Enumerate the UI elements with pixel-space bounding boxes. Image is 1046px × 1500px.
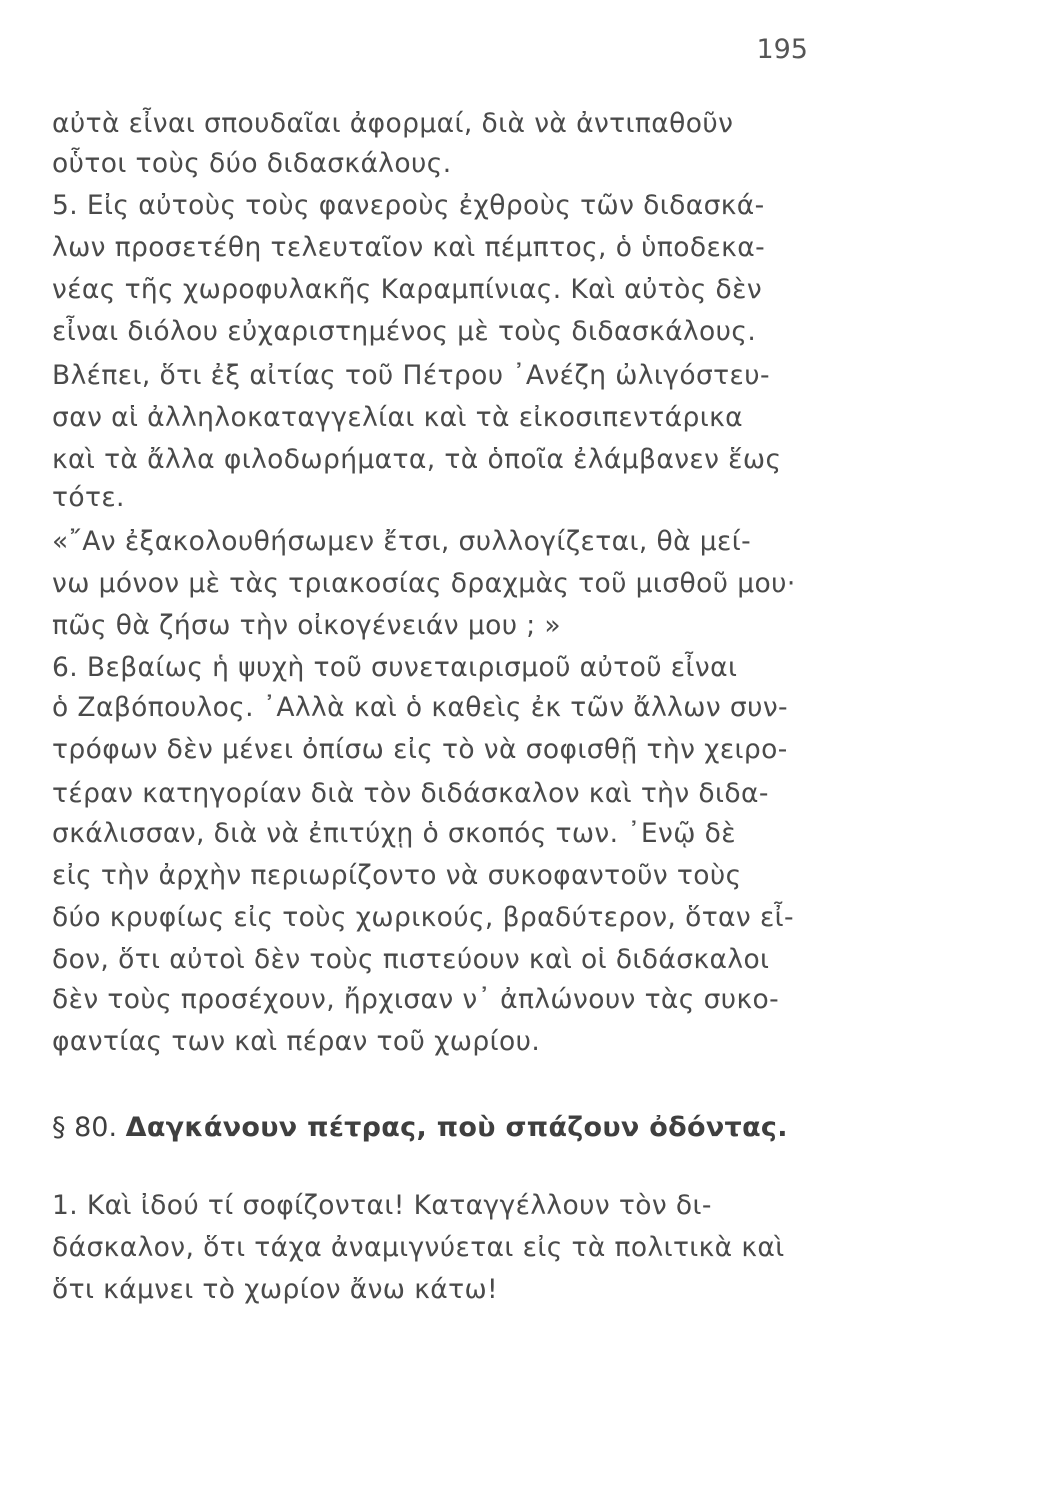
text-line: δάσκαλον, ὅτι τάχα ἀναμιγνύεται εἰς τὰ πολιτικὰ καὶ: [52, 1232, 785, 1263]
text-line: δύο κρυφίως εἰς τοὺς χωρικούς, βραδύτερον, ὅταν εἶ-: [52, 902, 794, 933]
text-line: ὅτι κάμνει τὸ χωρίον ἄνω κάτω!: [52, 1274, 499, 1305]
text-line: ὁ Ζαβόπουλος. ᾿Αλλὰ καὶ ὁ καθεὶς ἐκ τῶν ἄλλων συν-: [52, 692, 788, 723]
text-line: τότε.: [52, 482, 125, 513]
text-line: τρόφων δὲν μένει ὀπίσω εἰς τὸ νὰ σοφισθῇ τὴν χειρο-: [52, 734, 788, 765]
text-line: σκάλισσαν, διὰ νὰ ἐπιτύχῃ ὁ σκοπός των. ᾿Ενῷ δὲ: [52, 818, 737, 849]
text-line: λων προσετέθη τελευταῖον καὶ πέμπτος, ὁ ὑποδεκα-: [52, 232, 766, 263]
text-line: νω μόνον μὲ τὰς τριακοσίας δραχμὰς τοῦ μισθοῦ μου·: [52, 568, 796, 599]
text-line: Βλέπει, ὅτι ἐξ αἰτίας τοῦ Πέτρου ᾿Ανέζη ὠλιγόστευ-: [52, 360, 770, 391]
text-line: «῎Αν ἐξακολουθήσωμεν ἔτσι, συλλογίζεται, θὰ μεί-: [52, 526, 752, 557]
text-line: καὶ τὰ ἄλλα φιλοδωρήματα, τὰ ὁποῖα ἐλάμβανεν ἕως: [52, 444, 782, 475]
text-line: φαντίας των καὶ πέραν τοῦ χωρίου.: [52, 1026, 541, 1057]
section-heading: [52, 1108, 788, 1148]
text-line: οὗτοι τοὺς δύο διδασκάλους.: [52, 148, 452, 179]
text-line: 5. Εἰς αὐτοὺς τοὺς φανεροὺς ἐχθροὺς τῶν διδασκά-: [52, 190, 765, 221]
text-line: δὲν τοὺς προσέχουν, ἤρχισαν ν᾿ ἀπλώνουν τὰς συκο-: [52, 984, 780, 1015]
text-line: τέραν κατηγορίαν διὰ τὸν διδάσκαλον καὶ τὴν διδα-: [52, 778, 769, 809]
text-line: σαν αἱ ἀλληλοκαταγγελίαι καὶ τὰ εἰκοσιπεντάρικα: [52, 402, 743, 433]
text-line: 1. Καὶ ἰδού τί σοφίζονται! Καταγγέλλουν τὸν δι-: [52, 1190, 712, 1221]
text-line: νέας τῆς χωροφυλακῆς Καραμπίνιας. Καὶ αὐτὸς δὲν: [52, 274, 763, 305]
section-number: § 80.: [52, 1112, 118, 1143]
text-line: δον, ὅτι αὐτοὶ δὲν τοὺς πιστεύουν καὶ οἱ διδάσκαλοι: [52, 944, 770, 975]
text-line: εἶναι διόλου εὐχαριστημένος μὲ τοὺς διδασκάλους.: [52, 316, 757, 347]
text-line: 6. Βεβαίως ἡ ψυχὴ τοῦ συνεταιρισμοῦ αὐτοῦ εἶναι: [52, 652, 738, 683]
text-line: πῶς θὰ ζήσω τὴν οἰκογένειάν μου ; »: [52, 610, 562, 641]
text-line: αὐτὰ εἶναι σπουδαῖαι ἀφορμαί, διὰ νὰ ἀντιπαθοῦν: [52, 108, 734, 139]
text-line: εἰς τὴν ἀρχὴν περιωρίζοντο νὰ συκοφαντοῦν τοὺς: [52, 860, 742, 891]
page-number: 195: [756, 34, 808, 65]
section-title: Δαγκάνουν πέτρας, ποὺ σπάζουν ὀδόντας.: [125, 1112, 788, 1143]
